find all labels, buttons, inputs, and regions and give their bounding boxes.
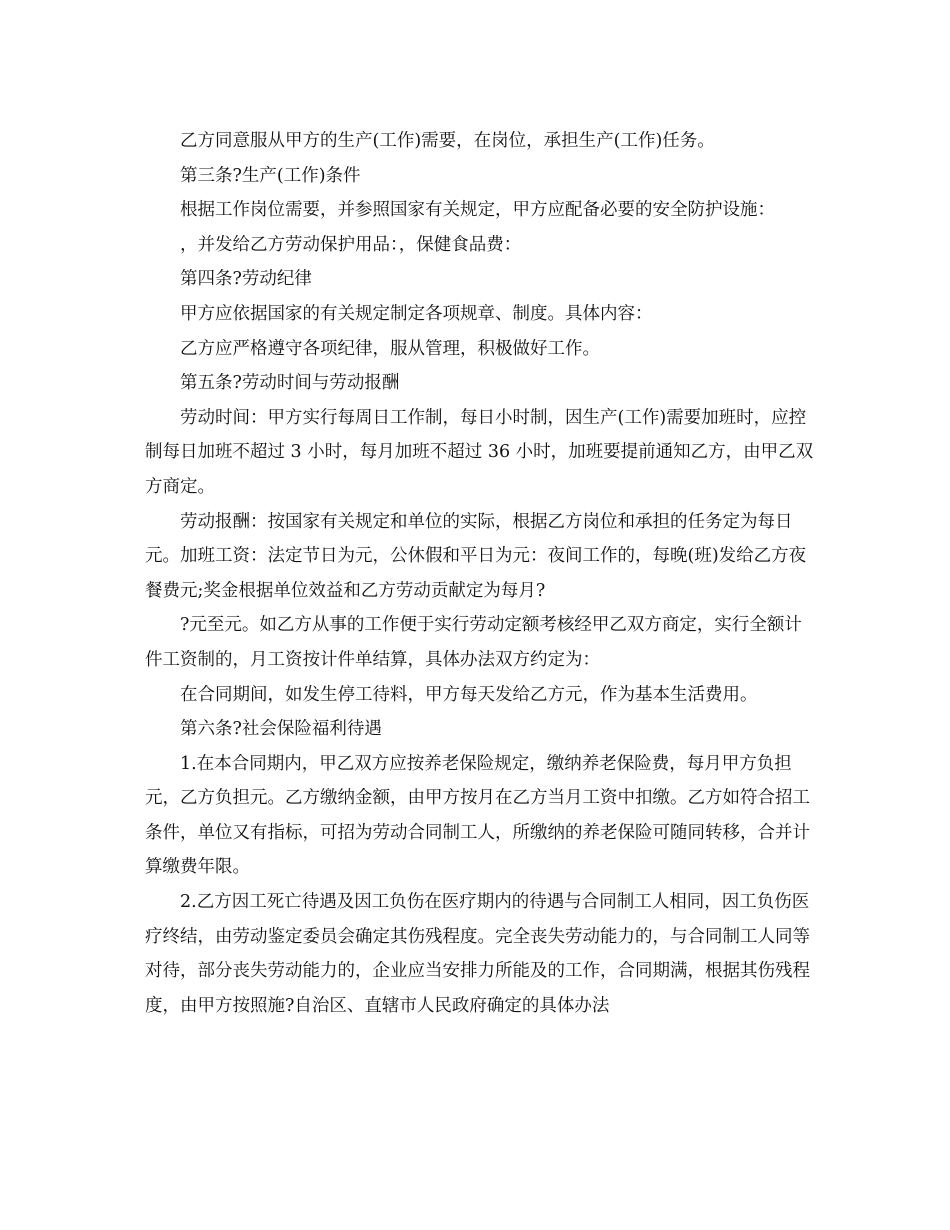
paragraph: 2.乙方因工死亡待遇及因工负伤在医疗期内的待遇与合同制工人相同，因工负伤医疗终结，由劳动鉴定委员会确定其伤残程度。完全丧失劳动能力的，与合同制工人同等对待，部分丧失劳动能力的，企业应当安排力所能及的工作，合同期满，根据其伤残程度，由甲方按照施?自治区、直辖市人民政府确定的具体办法 [145, 892, 810, 1016]
paragraph: 1.在本合同期内，甲乙双方应按养老保险规定，缴纳养老保险费，每月甲方负担元，乙方负担元。乙方缴纳金额，由甲方按月在乙方当月工资中扣缴。乙方如符合招工条件，单位又有指标，可招为劳动合同制工人，所缴纳的养老保险可随同转移，合并计算缴费年限。 [145, 753, 810, 878]
paragraph: ?元至元。如乙方从事的工作便于实行劳动定额考核经甲乙双方商定，实行全额计件工资制的，月工资按计件单结算，具体办法双方约定为： [145, 615, 802, 670]
paragraph: 劳动报酬：按国家有关规定和单位的实际，根据乙方岗位和承担的任务定为每日元。加班工资：法定节日为元，公休假和平日为元：夜间工作的，每晚(班)发给乙方夜餐费元;奖金根据单位效益和乙方劳动贡献定为每月? [145, 511, 807, 601]
paragraph: 乙方同意服从甲方的生产(工作)需要，在岗位，承担生产(工作)任务。 [180, 131, 715, 151]
paragraph: 在合同期间，如发生停工待料，甲方每天发给乙方元，作为基本生活费用。 [180, 684, 758, 705]
document-body [145, 124, 815, 1023]
article-heading: 第三条?生产(工作)条件 [180, 165, 361, 186]
paragraph: 甲方应依据国家的有关规定制定各项规章、制度。具体内容： [180, 303, 653, 324]
article-heading: 第四条?劳动纪律 [180, 269, 312, 290]
article-heading: 第六条?社会保险福利待遇 [180, 719, 382, 740]
paragraph: 劳动时间：甲方实行每周日工作制，每日小时制，因生产(工作)需要加班时，应控制每日加班不超过 3 小时，每月加班不超过 36 小时，加班要提前通知乙方，由甲乙双方商定。 [145, 407, 814, 497]
paragraph: 乙方应严格遵守各项纪律，服从管理，积极做好工作。 [180, 338, 600, 359]
paragraph: 根据工作岗位需要，并参照国家有关规定，甲方应配备必要的安全防护设施： [180, 200, 775, 221]
paragraph: ，并发给乙方劳动保护用品：，保健食品费： [180, 234, 522, 255]
article-heading: 第五条?劳动时间与劳动报酬 [180, 373, 400, 394]
